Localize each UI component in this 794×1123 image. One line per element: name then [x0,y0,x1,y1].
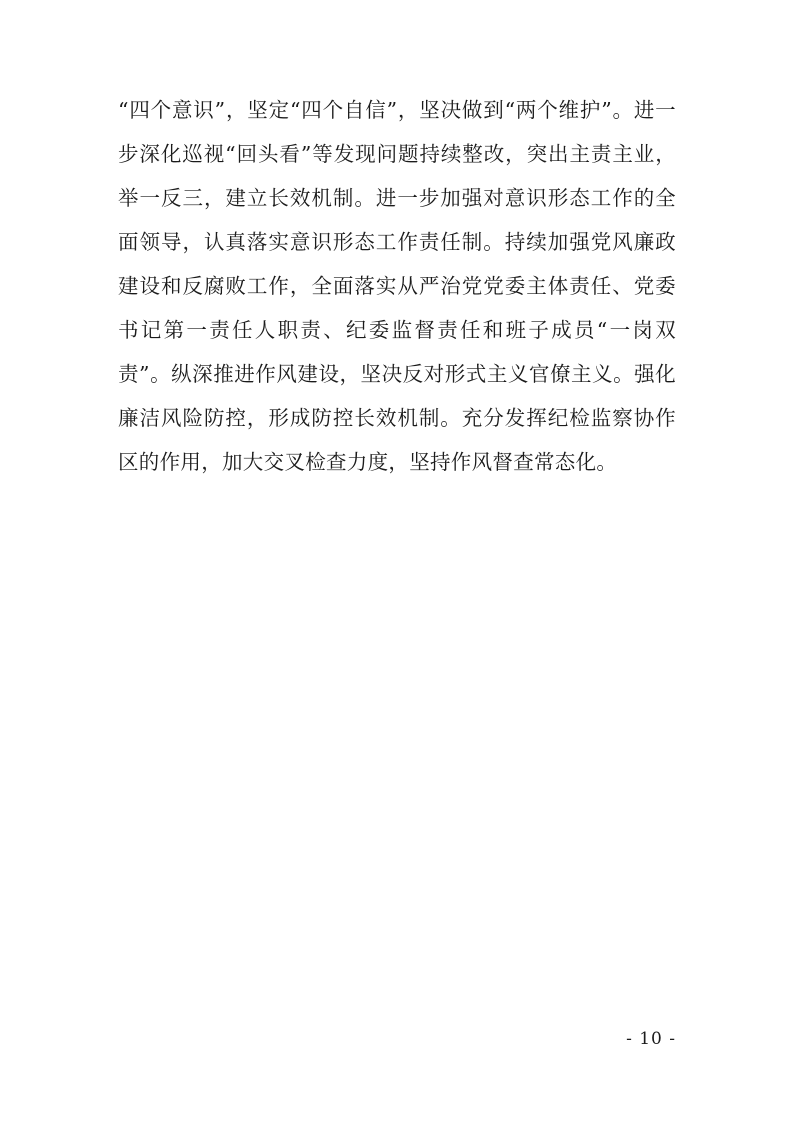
page-number: - 10 - [626,1029,676,1049]
body-text-block [118,88,676,484]
paragraph: “四个意识”，坚定“四个自信”，坚决做到“两个维护”。进一步深化巡视“回头看”等发现问题持续整改，突出主责主业，举一反三，建立长效机制。进一步加强对意识形态工作的全面领导，认真落实意识形态工作责任制。持续加强党风廉政建设和反腐败工作，全面落实从严治党党委主体责任、党委书记第一责任人职责、纪委监督责任和班子成员“一岗双责”。纵深推进作风建设，坚决反对形式主义官僚主义。强化廉洁风险防控，形成防控长效机制。充分发挥纪检监察协作区的作用，加大交叉检查力度，坚持作风督查常态化。 [118,98,676,474]
